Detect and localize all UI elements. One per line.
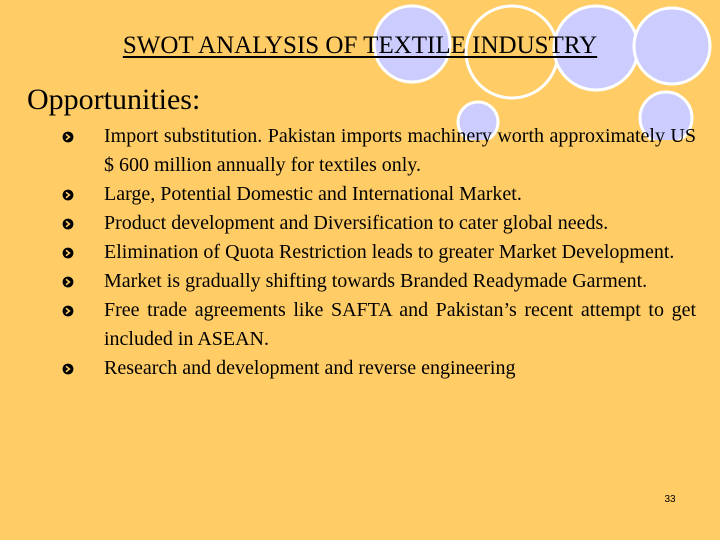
- circled-chevron-icon: [62, 267, 104, 296]
- circled-chevron-icon: [62, 296, 104, 325]
- decorative-circles: [0, 0, 720, 140]
- slide-title: SWOT ANALYSIS OF TEXTILE INDUSTRY: [122, 32, 598, 59]
- list-item: [62, 267, 696, 296]
- circled-chevron-icon: [62, 122, 104, 151]
- bullet-text: Market is gradually shifting towards Branded Readymade Garment.: [104, 270, 648, 292]
- circled-chevron-icon: [62, 238, 104, 267]
- circled-chevron-icon: [62, 180, 104, 209]
- bullet-text: Research and development and reverse engineering: [104, 357, 516, 379]
- page-number: 33: [664, 494, 676, 505]
- list-item: [62, 180, 696, 209]
- circled-chevron-icon: [62, 209, 104, 238]
- bullet-text: Large, Potential Domestic and International Market.: [104, 183, 522, 205]
- section-heading: Opportunities:: [27, 83, 201, 116]
- bullet-list: [62, 122, 696, 383]
- list-item: [62, 238, 696, 267]
- bullet-text: Elimination of Quota Restriction leads to greater Market Development.: [104, 241, 675, 263]
- list-item: [62, 209, 696, 238]
- circled-chevron-icon: [62, 354, 104, 383]
- list-item: [62, 122, 696, 180]
- bullet-text: Free trade agreements like SAFTA and Pakistan’s recent attempt to get included in ASEAN.: [104, 299, 696, 350]
- bullet-text: Import substitution. Pakistan imports machinery worth approximately US $ 600 million annually for textiles only.: [104, 125, 696, 176]
- bullet-text: Product development and Diversification to cater global needs.: [104, 212, 609, 234]
- list-item: [62, 354, 696, 383]
- list-item: [62, 296, 696, 354]
